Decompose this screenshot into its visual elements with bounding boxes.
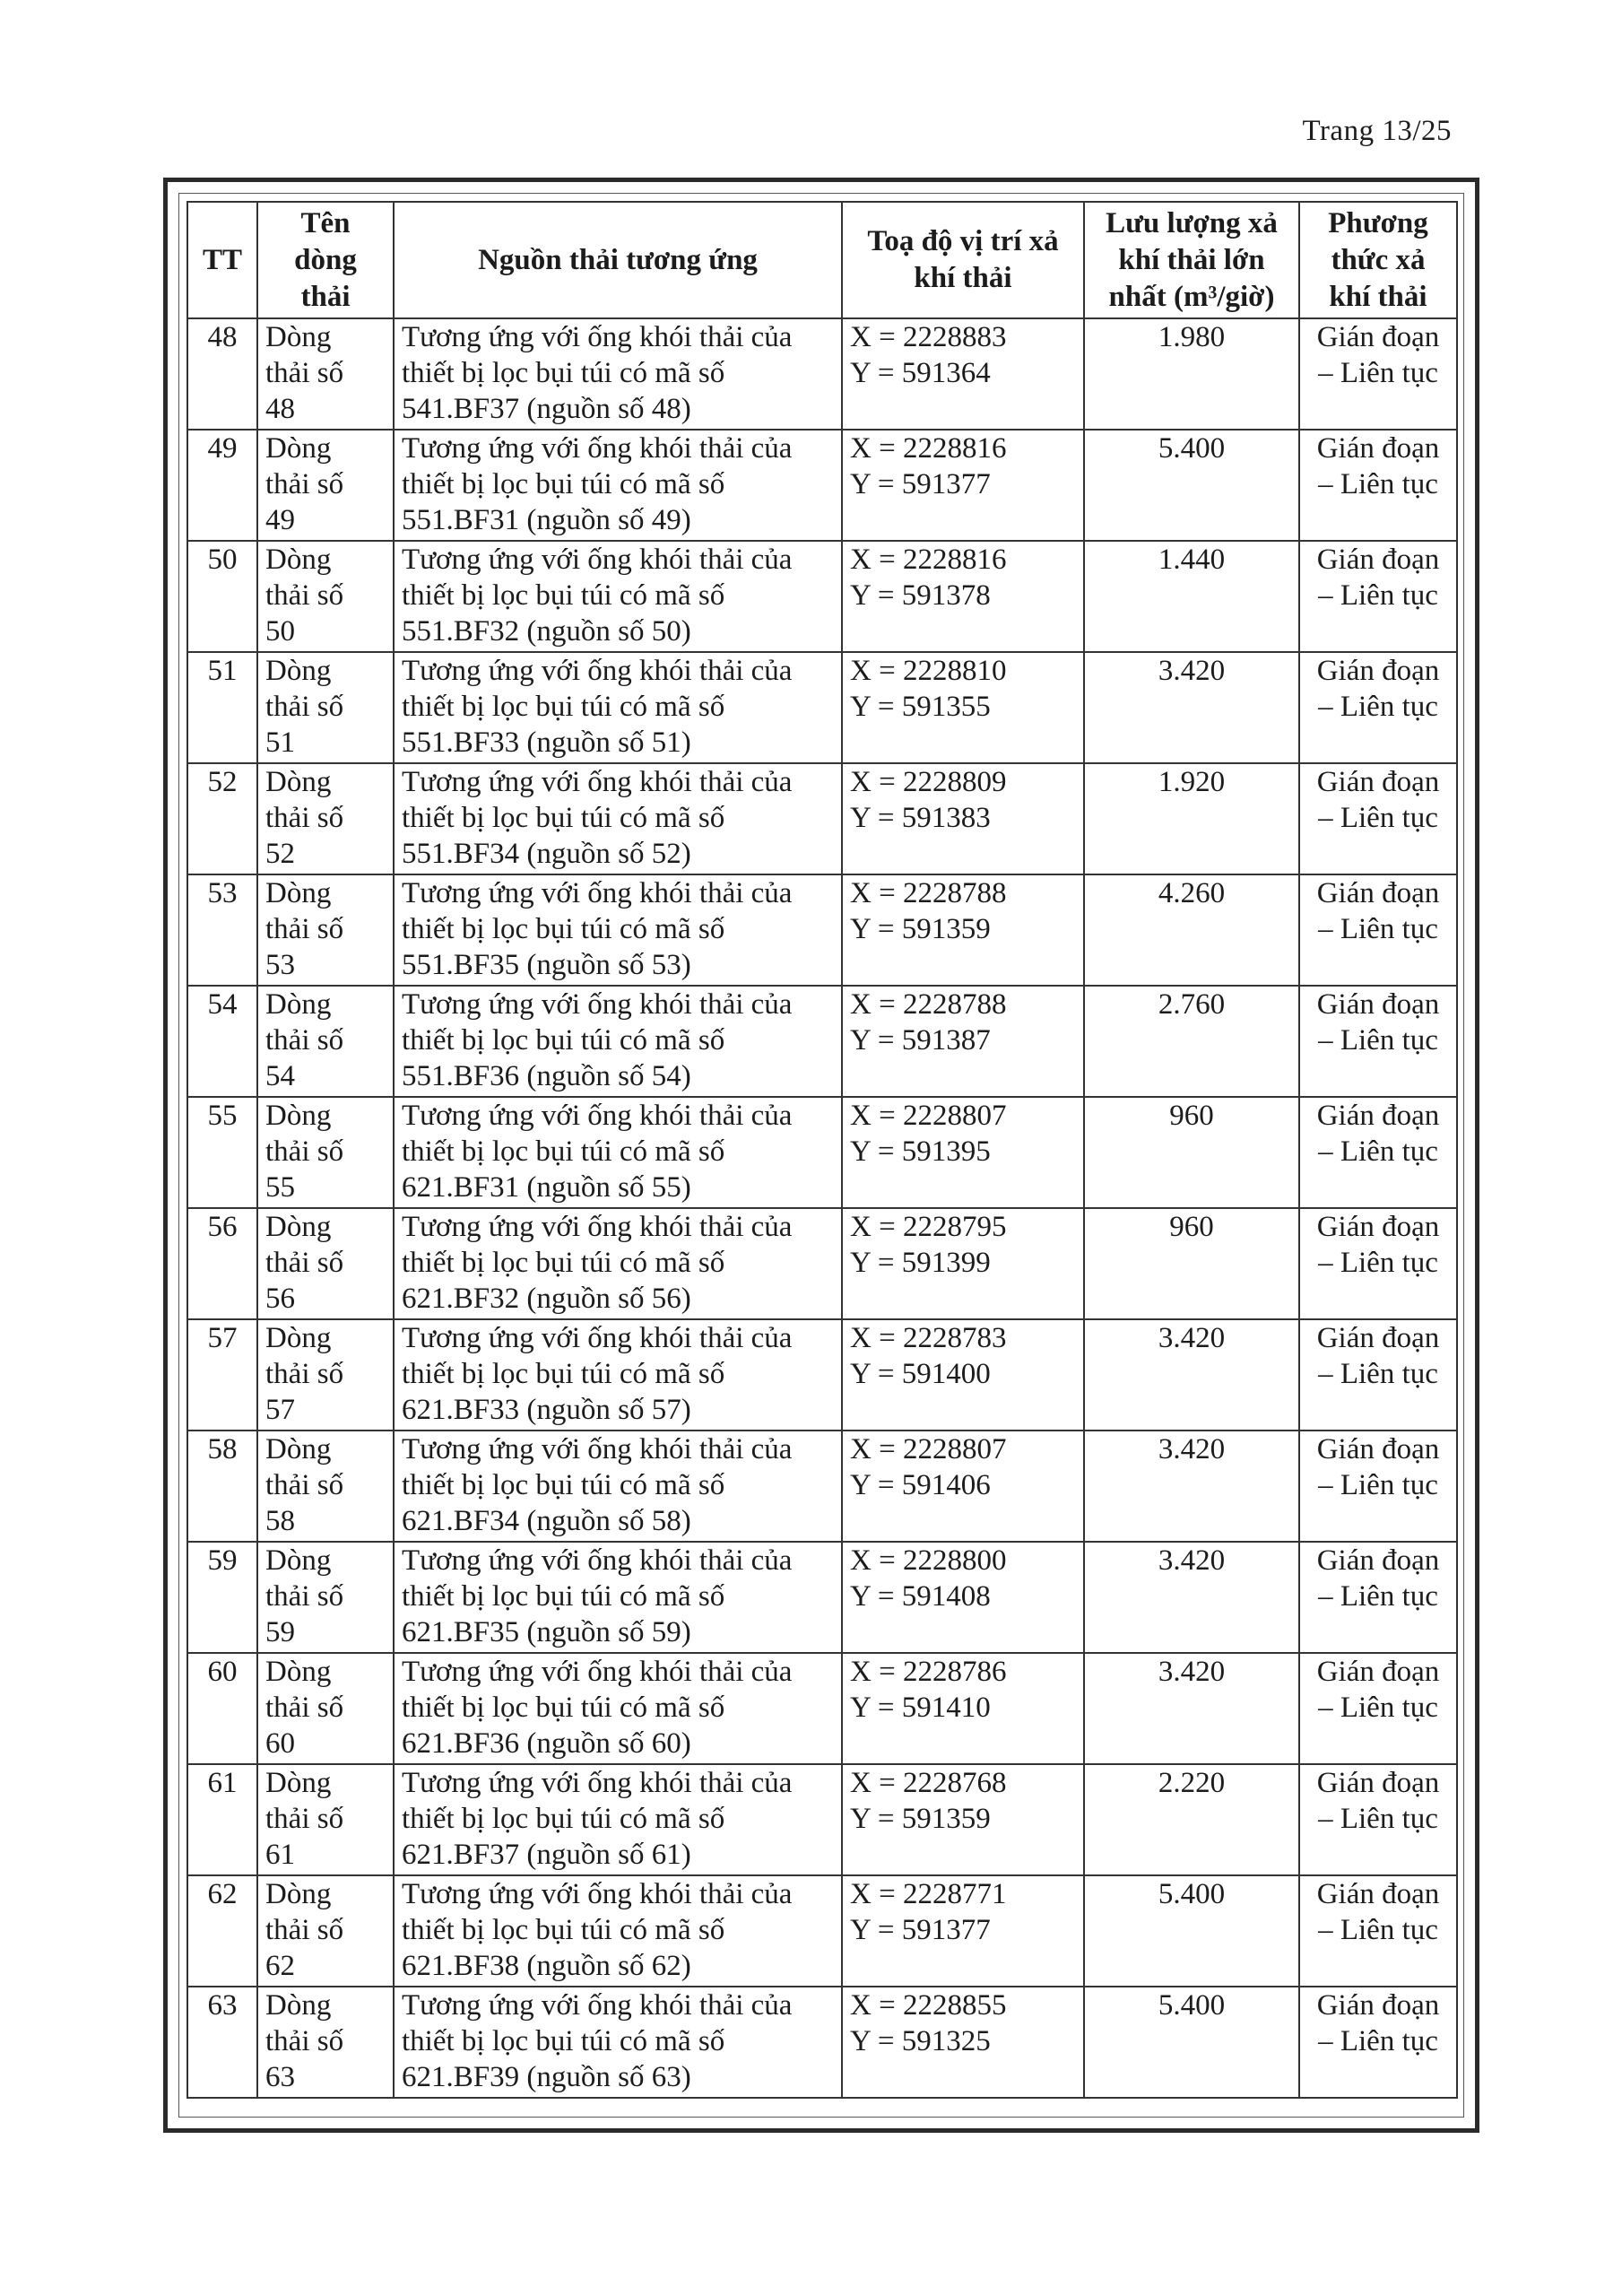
cell-coordinates: X = 2228786 Y = 591410: [842, 1653, 1084, 1764]
cell-coordinates: X = 2228855 Y = 591325: [842, 1987, 1084, 2098]
cell-flow: 2.220: [1084, 1764, 1299, 1875]
cell-coordinates: X = 2228788 Y = 591387: [842, 986, 1084, 1097]
cell-coordinates: X = 2228807 Y = 591406: [842, 1431, 1084, 1542]
cell-coordinates: X = 2228809 Y = 591383: [842, 763, 1084, 874]
cell-source: Tương ứng với ống khói thải của thiết bị lọc bụi túi có mã số 551.BF31 (nguồn số 49): [394, 430, 842, 541]
cell-source: Tương ứng với ống khói thải của thiết bị lọc bụi túi có mã số 621.BF37 (nguồn số 61): [394, 1764, 842, 1875]
cell-tt: 61: [187, 1764, 257, 1875]
table-row: [187, 1431, 1457, 1542]
cell-coordinates: X = 2228816 Y = 591378: [842, 541, 1084, 652]
cell-flow: 960: [1084, 1097, 1299, 1208]
cell-mode: Gián đoạn – Liên tục: [1299, 1764, 1457, 1875]
header-mode: Phương thức xả khí thải: [1299, 202, 1457, 318]
header-row: [187, 202, 1457, 318]
cell-flow: 4.260: [1084, 874, 1299, 986]
table-row: [187, 652, 1457, 763]
emission-table: [186, 201, 1458, 2099]
cell-mode: Gián đoạn – Liên tục: [1299, 1431, 1457, 1542]
table-row: [187, 1319, 1457, 1431]
cell-name: Dòng thải số 58: [257, 1431, 394, 1542]
cell-flow: 2.760: [1084, 986, 1299, 1097]
cell-name: Dòng thải số 63: [257, 1987, 394, 2098]
cell-flow: 3.420: [1084, 1431, 1299, 1542]
cell-source: Tương ứng với ống khói thải của thiết bị lọc bụi túi có mã số 621.BF32 (nguồn số 56): [394, 1208, 842, 1319]
cell-coordinates: X = 2228768 Y = 591359: [842, 1764, 1084, 1875]
table-frame-inner: [178, 193, 1464, 2118]
cell-coordinates: X = 2228795 Y = 591399: [842, 1208, 1084, 1319]
header-name: Tên dòng thải: [257, 202, 394, 318]
table-row: [187, 1542, 1457, 1653]
cell-flow: 1.980: [1084, 318, 1299, 430]
cell-coordinates: X = 2228807 Y = 591395: [842, 1097, 1084, 1208]
table-row: [187, 1875, 1457, 1987]
cell-name: Dòng thải số 55: [257, 1097, 394, 1208]
cell-tt: 51: [187, 652, 257, 763]
cell-name: Dòng thải số 57: [257, 1319, 394, 1431]
table-row: [187, 541, 1457, 652]
cell-tt: 56: [187, 1208, 257, 1319]
cell-mode: Gián đoạn – Liên tục: [1299, 1987, 1457, 2098]
table-body: [187, 318, 1457, 2098]
cell-source: Tương ứng với ống khói thải của thiết bị lọc bụi túi có mã số 551.BF35 (nguồn số 53): [394, 874, 842, 986]
cell-tt: 54: [187, 986, 257, 1097]
cell-tt: 53: [187, 874, 257, 986]
table-row: [187, 318, 1457, 430]
cell-name: Dòng thải số 62: [257, 1875, 394, 1987]
cell-coordinates: X = 2228800 Y = 591408: [842, 1542, 1084, 1653]
cell-source: Tương ứng với ống khói thải của thiết bị lọc bụi túi có mã số 621.BF31 (nguồn số 55): [394, 1097, 842, 1208]
cell-flow: 5.400: [1084, 430, 1299, 541]
cell-mode: Gián đoạn – Liên tục: [1299, 1097, 1457, 1208]
table-row: [187, 430, 1457, 541]
cell-mode: Gián đoạn – Liên tục: [1299, 1542, 1457, 1653]
header-coord: Toạ độ vị trí xả khí thải: [842, 202, 1084, 318]
cell-tt: 49: [187, 430, 257, 541]
table-row: [187, 763, 1457, 874]
cell-tt: 59: [187, 1542, 257, 1653]
header-tt: TT: [187, 202, 257, 318]
table-row: [187, 1208, 1457, 1319]
table-row: [187, 874, 1457, 986]
page-number: Trang 13/25: [1302, 115, 1452, 147]
cell-flow: 3.420: [1084, 1542, 1299, 1653]
cell-mode: Gián đoạn – Liên tục: [1299, 1875, 1457, 1987]
cell-source: Tương ứng với ống khói thải của thiết bị lọc bụi túi có mã số 551.BF34 (nguồn số 52): [394, 763, 842, 874]
cell-coordinates: X = 2228771 Y = 591377: [842, 1875, 1084, 1987]
table-row: [187, 1987, 1457, 2098]
table-header: [187, 202, 1457, 318]
cell-source: Tương ứng với ống khói thải của thiết bị lọc bụi túi có mã số 551.BF36 (nguồn số 54): [394, 986, 842, 1097]
cell-source: Tương ứng với ống khói thải của thiết bị lọc bụi túi có mã số 621.BF36 (nguồn số 60): [394, 1653, 842, 1764]
cell-flow: 3.420: [1084, 652, 1299, 763]
cell-source: Tương ứng với ống khói thải của thiết bị lọc bụi túi có mã số 621.BF34 (nguồn số 58): [394, 1431, 842, 1542]
cell-coordinates: X = 2228883 Y = 591364: [842, 318, 1084, 430]
table-row: [187, 1764, 1457, 1875]
cell-tt: 50: [187, 541, 257, 652]
cell-tt: 63: [187, 1987, 257, 2098]
cell-flow: 5.400: [1084, 1875, 1299, 1987]
cell-tt: 48: [187, 318, 257, 430]
cell-name: Dòng thải số 50: [257, 541, 394, 652]
table-row: [187, 1097, 1457, 1208]
cell-flow: 1.920: [1084, 763, 1299, 874]
cell-tt: 60: [187, 1653, 257, 1764]
cell-mode: Gián đoạn – Liên tục: [1299, 763, 1457, 874]
table-row: [187, 1653, 1457, 1764]
cell-name: Dòng thải số 53: [257, 874, 394, 986]
cell-coordinates: X = 2228788 Y = 591359: [842, 874, 1084, 986]
cell-name: Dòng thải số 52: [257, 763, 394, 874]
cell-mode: Gián đoạn – Liên tục: [1299, 652, 1457, 763]
header-source: Nguồn thải tương ứng: [394, 202, 842, 318]
cell-mode: Gián đoạn – Liên tục: [1299, 1653, 1457, 1764]
cell-source: Tương ứng với ống khói thải của thiết bị lọc bụi túi có mã số 621.BF33 (nguồn số 57): [394, 1319, 842, 1431]
cell-name: Dòng thải số 56: [257, 1208, 394, 1319]
cell-source: Tương ứng với ống khói thải của thiết bị lọc bụi túi có mã số 551.BF32 (nguồn số 50): [394, 541, 842, 652]
cell-coordinates: X = 2228810 Y = 591355: [842, 652, 1084, 763]
cell-mode: Gián đoạn – Liên tục: [1299, 318, 1457, 430]
cell-mode: Gián đoạn – Liên tục: [1299, 541, 1457, 652]
cell-tt: 55: [187, 1097, 257, 1208]
header-flow: Lưu lượng xả khí thải lớn nhất (m³/giờ): [1084, 202, 1299, 318]
table-frame: [163, 178, 1479, 2133]
cell-mode: Gián đoạn – Liên tục: [1299, 1208, 1457, 1319]
cell-source: Tương ứng với ống khói thải của thiết bị lọc bụi túi có mã số 621.BF38 (nguồn số 62): [394, 1875, 842, 1987]
cell-flow: 5.400: [1084, 1987, 1299, 2098]
cell-flow: 3.420: [1084, 1319, 1299, 1431]
cell-source: Tương ứng với ống khói thải của thiết bị lọc bụi túi có mã số 551.BF33 (nguồn số 51): [394, 652, 842, 763]
cell-name: Dòng thải số 61: [257, 1764, 394, 1875]
cell-source: Tương ứng với ống khói thải của thiết bị lọc bụi túi có mã số 621.BF35 (nguồn số 59): [394, 1542, 842, 1653]
cell-tt: 58: [187, 1431, 257, 1542]
cell-mode: Gián đoạn – Liên tục: [1299, 986, 1457, 1097]
cell-name: Dòng thải số 54: [257, 986, 394, 1097]
cell-mode: Gián đoạn – Liên tục: [1299, 430, 1457, 541]
table-row: [187, 986, 1457, 1097]
cell-source: Tương ứng với ống khói thải của thiết bị lọc bụi túi có mã số 621.BF39 (nguồn số 63): [394, 1987, 842, 2098]
cell-tt: 62: [187, 1875, 257, 1987]
cell-name: Dòng thải số 49: [257, 430, 394, 541]
cell-mode: Gián đoạn – Liên tục: [1299, 1319, 1457, 1431]
cell-tt: 52: [187, 763, 257, 874]
cell-source: Tương ứng với ống khói thải của thiết bị lọc bụi túi có mã số 541.BF37 (nguồn số 48): [394, 318, 842, 430]
cell-coordinates: X = 2228816 Y = 591377: [842, 430, 1084, 541]
cell-flow: 1.440: [1084, 541, 1299, 652]
cell-flow: 3.420: [1084, 1653, 1299, 1764]
cell-tt: 57: [187, 1319, 257, 1431]
cell-name: Dòng thải số 51: [257, 652, 394, 763]
cell-name: Dòng thải số 60: [257, 1653, 394, 1764]
cell-coordinates: X = 2228783 Y = 591400: [842, 1319, 1084, 1431]
cell-name: Dòng thải số 48: [257, 318, 394, 430]
cell-mode: Gián đoạn – Liên tục: [1299, 874, 1457, 986]
cell-name: Dòng thải số 59: [257, 1542, 394, 1653]
cell-flow: 960: [1084, 1208, 1299, 1319]
